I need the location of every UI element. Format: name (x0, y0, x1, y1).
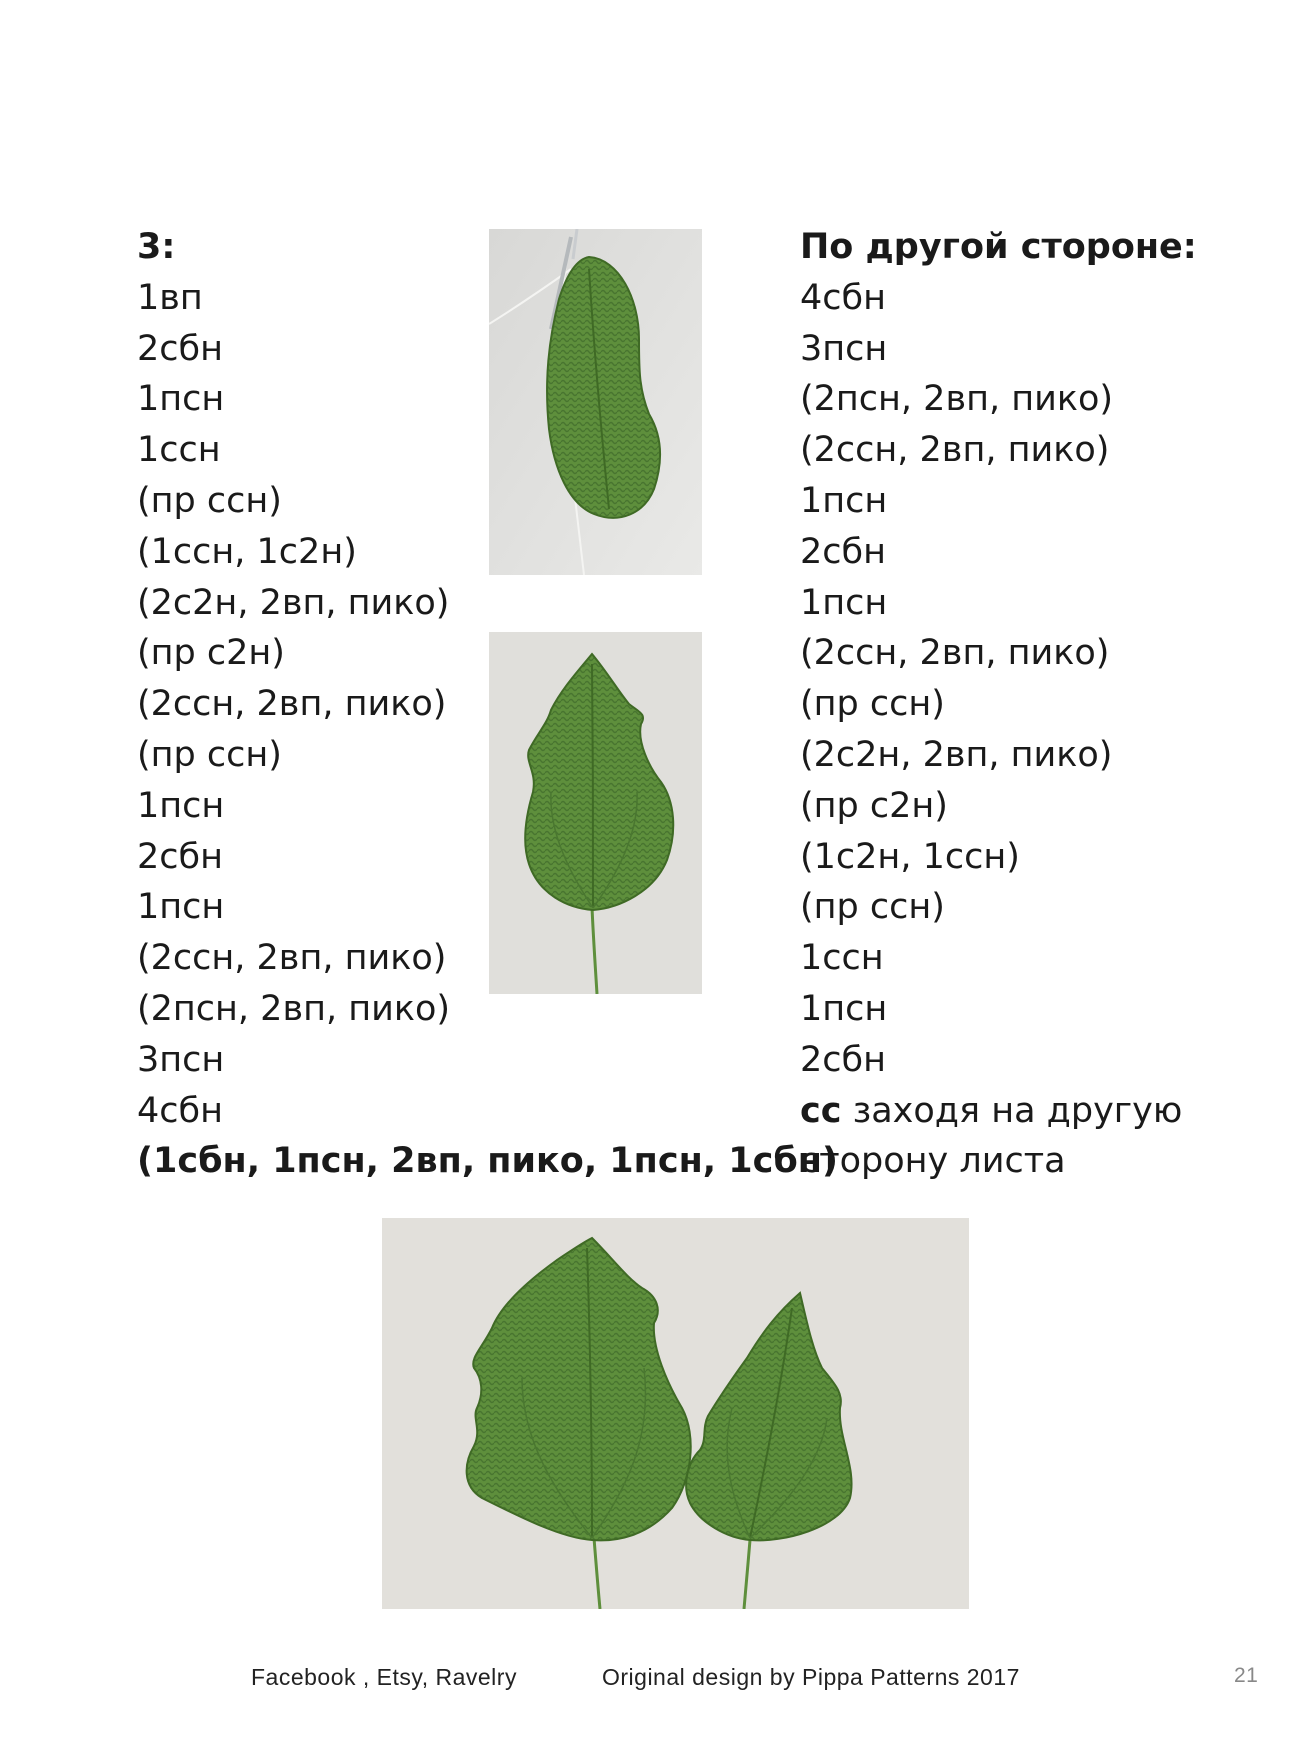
instruction-line: (2с2н, 2вп, пико) (800, 734, 1113, 775)
left-final-line: (1сбн, 1псн, 2вп, пико, 1псн, 1сбн) (137, 1141, 838, 1182)
instruction-line: (пр ссн) (137, 480, 282, 521)
footer-credit: Original design by Pippa Patterns 2017 (602, 1664, 1020, 1690)
right-instruction-list (800, 273, 1280, 1086)
right-heading: По другой стороне: (800, 227, 1197, 267)
left-heading: 3: (137, 227, 176, 267)
instruction-line: 1ссн (800, 938, 884, 979)
closing-line-2: сторону листа (800, 1141, 1066, 1182)
instruction-line: (пр с2н) (137, 633, 285, 674)
instruction-line: (2псн, 2вп, пико) (800, 379, 1114, 420)
instruction-line: (2ссн, 2вп, пико) (800, 633, 1110, 674)
instruction-line: (пр ссн) (800, 684, 945, 725)
instruction-line: 3псн (800, 328, 888, 369)
right-column (800, 222, 1280, 1187)
instruction-line: 4сбн (137, 1090, 223, 1131)
instruction-line: 4сбн (800, 277, 886, 318)
instruction-line: (1ссн, 1с2н) (137, 531, 357, 572)
instruction-line: 2сбн (137, 328, 223, 369)
instruction-line: 1псн (800, 582, 888, 623)
instruction-line: 1псн (137, 887, 225, 928)
instruction-line: (2ссн, 2вп, пико) (137, 938, 447, 979)
instruction-line: (пр ссн) (137, 734, 282, 775)
instruction-line: (1с2н, 1ссн) (800, 836, 1020, 877)
instruction-line: 3псн (137, 1039, 225, 1080)
instruction-line: 2сбн (137, 836, 223, 877)
instruction-line: (2с2н, 2вп, пико) (137, 582, 450, 623)
instruction-line: 1псн (137, 379, 225, 420)
leaf-finished-photo (489, 632, 702, 994)
instruction-line: (пр с2н) (800, 785, 948, 826)
leaf-progress-photo (489, 229, 702, 575)
closing-rest: заходя на другую (841, 1090, 1183, 1131)
two-leaves-photo (382, 1218, 969, 1609)
closing-bold: сс (800, 1090, 842, 1131)
closing-line-1 (800, 1086, 1280, 1137)
instruction-line: 1псн (800, 988, 888, 1029)
page-number: 21 (1234, 1664, 1259, 1687)
instruction-line: (2ссн, 2вп, пико) (137, 684, 447, 725)
instruction-line: 1ссн (137, 430, 221, 471)
footer-social-links: Facebook , Etsy, Ravelry (251, 1664, 517, 1690)
instruction-line: 2сбн (800, 1039, 886, 1080)
instruction-line: (2ссн, 2вп, пико) (800, 430, 1110, 471)
instruction-line: 2сбн (800, 531, 886, 572)
instruction-line: 1псн (800, 480, 888, 521)
instruction-line: 1вп (137, 277, 203, 318)
instruction-line: (2псн, 2вп, пико) (137, 988, 451, 1029)
instruction-line: (пр ссн) (800, 887, 945, 928)
instruction-line: 1псн (137, 785, 225, 826)
